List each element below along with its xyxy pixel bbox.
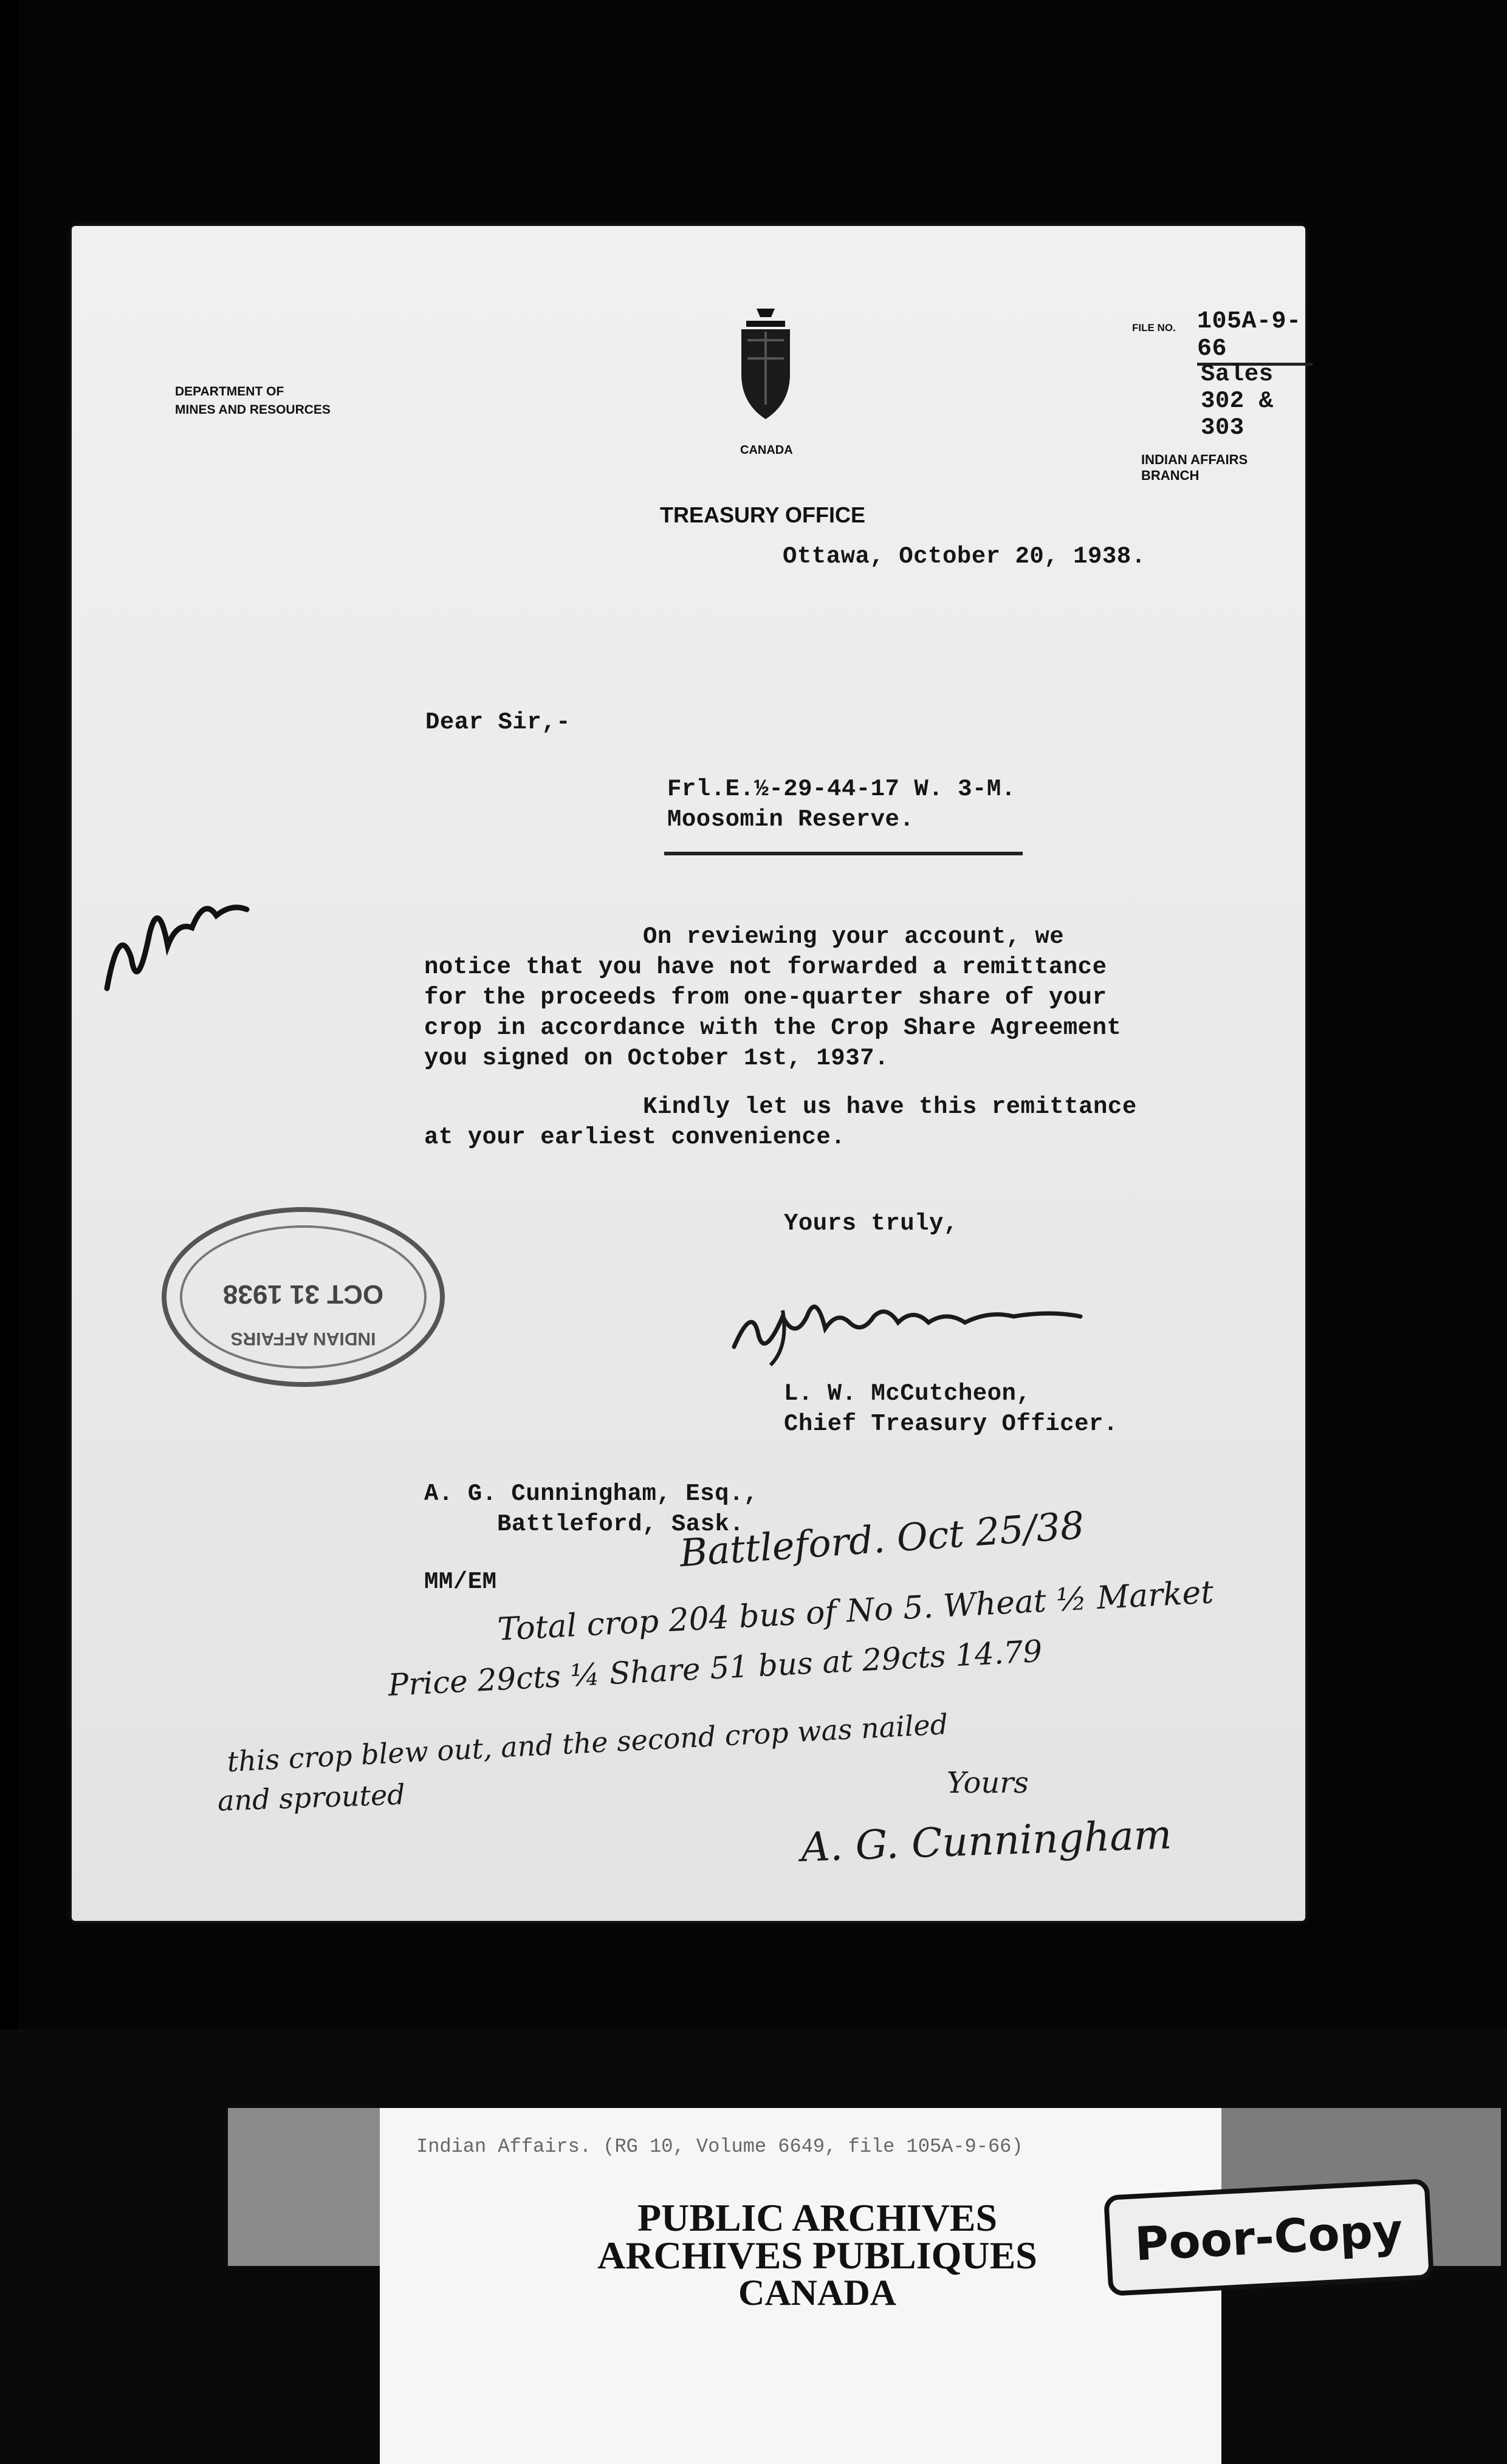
addressee-line-1: A. G. Cunningham, Esq.,: [424, 1480, 758, 1507]
archive-caption-card: [380, 2108, 1221, 2464]
closing: Yours truly,: [784, 1210, 958, 1237]
margin-initials-image: [101, 897, 271, 1013]
received-stamp-text: INDIAN AFFAIRS: [230, 1329, 376, 1349]
reference-line-2: Moosomin Reserve.: [667, 806, 915, 833]
salutation: Dear Sir,-: [425, 709, 571, 736]
handwritten-line-3: Price 29cts ¼ Share 51 bus at 29cts 14.79: [387, 1633, 1043, 1703]
archive-name-french: ARCHIVES PUBLIQUES: [597, 2234, 1037, 2277]
paragraph-1-line: notice that you have not forwarded a remittance: [424, 954, 1107, 980]
signature-image: [728, 1298, 1117, 1371]
paragraph-1-line: crop in accordance with the Crop Share Agreement: [424, 1015, 1122, 1041]
handwritten-line-1: Battleford. Oct 25/38: [678, 1502, 1086, 1576]
place-date: Ottawa, October 20, 1938.: [783, 543, 1146, 570]
typist-initials: MM/EM: [424, 1569, 497, 1595]
handwritten-line-6: Yours: [947, 1766, 1029, 1800]
canada-label: CANADA: [740, 443, 793, 457]
department-heading: DEPARTMENT OF MINES AND RESOURCES: [175, 385, 331, 417]
received-stamp: [162, 1207, 445, 1387]
handwritten-line-2: Total crop 204 bus of No 5. Wheat ½ Market: [496, 1574, 1215, 1648]
paragraph-2: [424, 1092, 1244, 1152]
handwritten-line-5: and sprouted: [217, 1778, 406, 1818]
paragraph-1: [424, 922, 1244, 1073]
handwritten-line-4: this crop blew out, and the second crop was nailed: [226, 1707, 949, 1779]
paragraph-1-line: you signed on October 1st, 1937.: [424, 1045, 889, 1072]
file-number-label: FILE NO.: [1132, 322, 1176, 334]
archive-name-english: PUBLIC ARCHIVES: [637, 2196, 998, 2239]
poor-copy-stamp: Poor-Copy: [1104, 2178, 1434, 2296]
branch-heading: INDIAN AFFAIRS BRANCH: [1141, 452, 1248, 483]
received-stamp-date: OCT 31 1938: [222, 1279, 384, 1309]
sales-reference: Sales 302 & 303: [1201, 361, 1274, 441]
coat-of-arms-icon: [729, 304, 802, 425]
addressee-line-2: Battleford, Sask.: [497, 1511, 744, 1538]
reference-line-1: Frl.E.½-29-44-17 W. 3-M.: [667, 776, 1016, 803]
reference-underline: [664, 852, 1023, 855]
office-heading: TREASURY OFFICE: [660, 502, 866, 527]
signer-name: L. W. McCutcheon,: [784, 1380, 1031, 1407]
signer-title: Chief Treasury Officer.: [784, 1411, 1118, 1437]
letter-page: [72, 226, 1305, 1921]
paragraph-1-line: On reviewing your account, we: [643, 923, 1065, 950]
archive-country: CANADA: [738, 2273, 896, 2313]
archive-reference: Indian Affairs. (RG 10, Volume 6649, file 105A-9-66): [416, 2135, 1023, 2158]
file-number: 105A-9-66: [1197, 308, 1313, 366]
paragraph-1-line: for the proceeds from one-quarter share of your: [424, 984, 1107, 1011]
paragraph-2-line: at your earliest convenience.: [424, 1124, 846, 1151]
handwritten-signature: A. G. Cunningham: [800, 1811, 1173, 1871]
paragraph-2-line: Kindly let us have this remittance: [643, 1093, 1137, 1120]
caption-left-panel: [228, 2108, 386, 2266]
